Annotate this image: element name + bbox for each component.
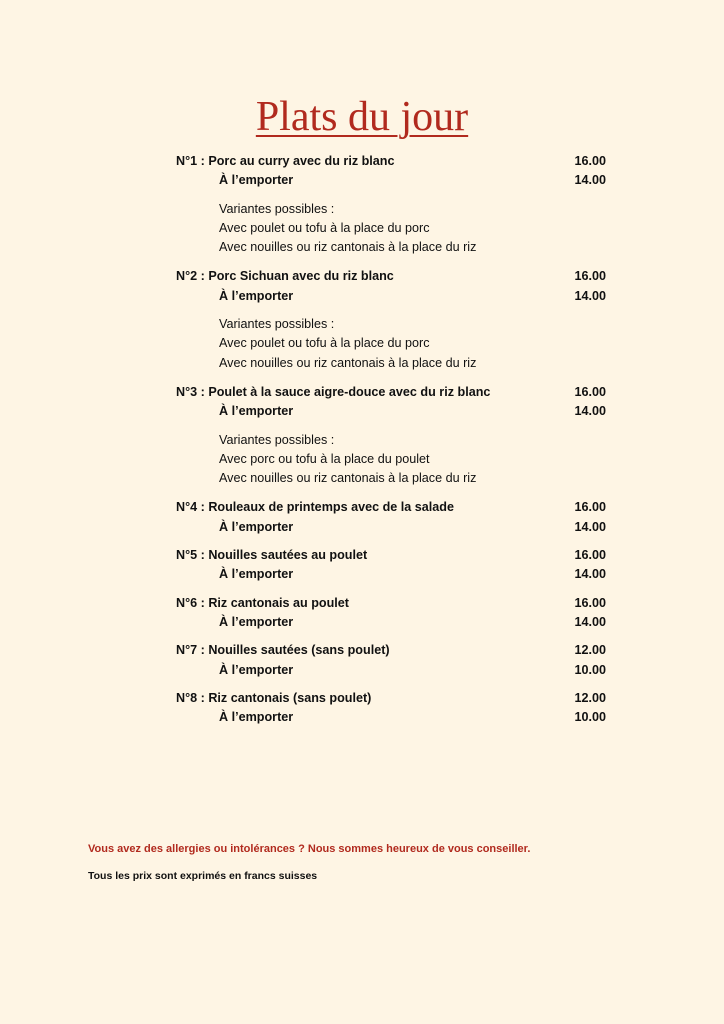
dish-name: N°6 : Riz cantonais au poulet	[176, 595, 349, 610]
takeaway-label: À l’emporter	[219, 519, 294, 534]
takeaway-row	[176, 171, 606, 190]
variants-heading: Variantes possibles :	[219, 317, 335, 332]
dish-row	[176, 641, 606, 660]
dish-4	[176, 498, 606, 537]
takeaway-row	[176, 613, 606, 632]
variant-line: Avec nouilles ou riz cantonais à la place du riz	[219, 355, 477, 370]
dish-row	[176, 594, 606, 613]
takeaway-price: 10.00	[574, 710, 606, 725]
dish-name: N°2 : Porc Sichuan avec du riz blanc	[176, 269, 394, 284]
variant-line: Avec poulet ou tofu à la place du porc	[219, 336, 430, 351]
takeaway-row	[176, 661, 606, 680]
takeaway-price: 14.00	[574, 567, 606, 582]
dish-row	[176, 152, 606, 171]
dish-list	[176, 152, 606, 736]
takeaway-row	[176, 402, 606, 421]
dish-price: 16.00	[574, 269, 606, 284]
takeaway-row	[176, 565, 606, 584]
dish-price: 16.00	[574, 548, 606, 563]
variant-line: Avec poulet ou tofu à la place du porc	[219, 220, 430, 235]
takeaway-label: À l’emporter	[219, 404, 294, 419]
dish-price: 16.00	[574, 500, 606, 515]
dish-row	[176, 689, 606, 708]
takeaway-price: 10.00	[574, 662, 606, 677]
dish-2	[176, 267, 606, 372]
takeaway-price: 14.00	[574, 519, 606, 534]
dish-row	[176, 267, 606, 286]
takeaway-price: 14.00	[574, 404, 606, 419]
variants-heading: Variantes possibles :	[219, 201, 335, 216]
dish-price: 16.00	[574, 595, 606, 610]
dish-price: 12.00	[574, 690, 606, 705]
variants	[176, 315, 606, 373]
takeaway-row	[176, 708, 606, 727]
takeaway-price: 14.00	[574, 614, 606, 629]
dish-name: N°7 : Nouilles sautées (sans poulet)	[176, 643, 390, 658]
takeaway-row	[176, 518, 606, 537]
dish-row	[176, 498, 606, 517]
dish-name: N°4 : Rouleaux de printemps avec de la salade	[176, 500, 455, 515]
dish-row	[176, 383, 606, 402]
takeaway-label: À l’emporter	[219, 288, 294, 303]
variant-line: Avec nouilles ou riz cantonais à la place du riz	[219, 240, 477, 255]
dish-name: N°3 : Poulet à la sauce aigre-douce avec du riz blanc	[176, 384, 491, 399]
takeaway-label: À l’emporter	[219, 710, 294, 725]
variants	[176, 200, 606, 258]
dish-6	[176, 594, 606, 633]
takeaway-price: 14.00	[574, 288, 606, 303]
takeaway-label: À l’emporter	[219, 173, 294, 188]
dish-row	[176, 546, 606, 565]
dish-price: 16.00	[574, 154, 606, 168]
dish-3	[176, 383, 606, 488]
dish-5	[176, 546, 606, 585]
allergy-note: Vous avez des allergies ou intolérances ? Nous sommes heureux de vous conseiller.	[88, 843, 531, 855]
takeaway-label: À l’emporter	[219, 567, 294, 582]
dish-8	[176, 689, 606, 728]
variants-heading: Variantes possibles :	[219, 432, 335, 447]
takeaway-label: À l’emporter	[219, 614, 294, 629]
variant-line: Avec porc ou tofu à la place du poulet	[219, 451, 430, 466]
dish-price: 12.00	[574, 643, 606, 658]
takeaway-label: À l’emporter	[219, 662, 294, 677]
dish-name: N°1 : Porc au curry avec du riz blanc	[176, 154, 395, 168]
dish-name: N°5 : Nouilles sautées au poulet	[176, 548, 368, 563]
currency-note: Tous les prix sont exprimés en francs suisses	[88, 870, 318, 882]
variants	[176, 431, 606, 489]
dish-name: N°8 : Riz cantonais (sans poulet)	[176, 690, 372, 705]
dish-1	[176, 152, 606, 257]
page-title: Plats du jour	[255, 94, 469, 140]
dish-price: 16.00	[574, 384, 606, 399]
variant-line: Avec nouilles ou riz cantonais à la place du riz	[219, 471, 477, 486]
takeaway-row	[176, 287, 606, 306]
takeaway-price: 14.00	[574, 173, 606, 188]
dish-7	[176, 641, 606, 680]
